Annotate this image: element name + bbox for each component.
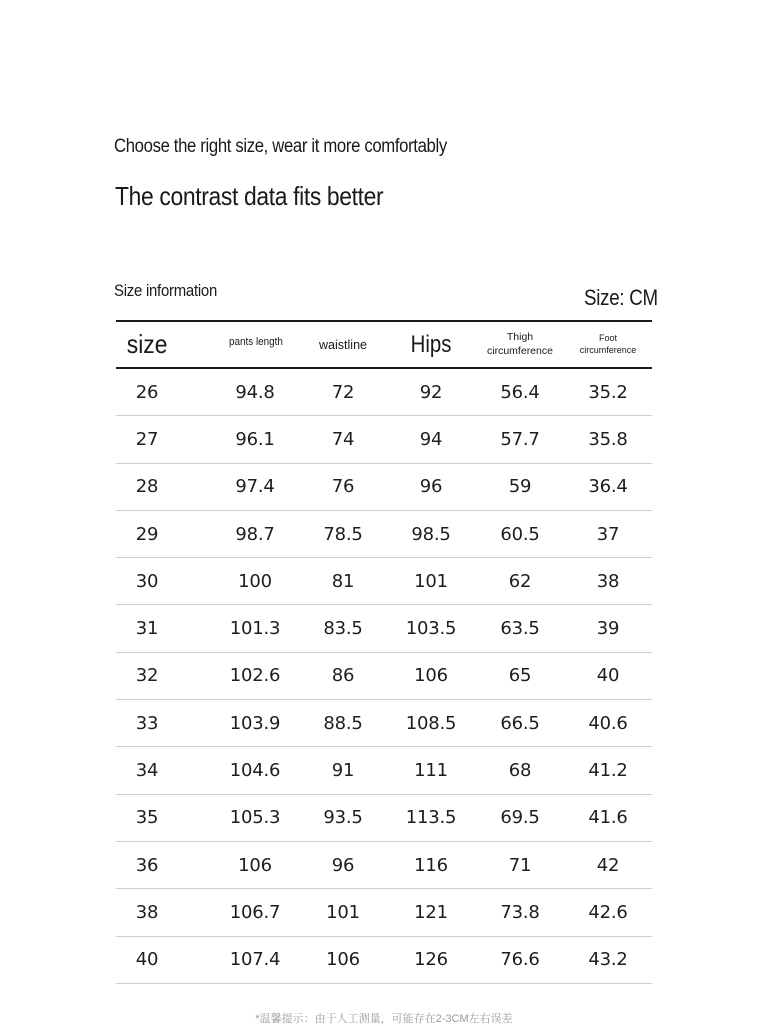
cell-waistline: 101 (326, 901, 360, 923)
cell-size: 32 (135, 665, 159, 687)
cell-foot: 40 (596, 665, 620, 687)
table-body (116, 369, 652, 984)
table-row (116, 558, 652, 605)
cell-waistline: 78.5 (323, 523, 363, 545)
cell-thigh: 62 (508, 570, 532, 592)
cell-pants-length: 98.7 (235, 523, 275, 545)
cell-size: 35 (135, 807, 159, 829)
cell-thigh: 73.8 (500, 901, 540, 923)
table-row (116, 937, 652, 984)
cell-pants-length: 97.4 (235, 476, 275, 498)
cell-pants-length: 106 (238, 854, 272, 876)
table-row (116, 653, 652, 700)
page-headline: The contrast data fits better (115, 181, 384, 211)
cell-thigh: 68 (508, 760, 532, 782)
cell-foot: 41.2 (588, 760, 628, 782)
page-subtitle: Choose the right size, wear it more comfortably (114, 136, 447, 157)
cell-waistline: 88.5 (323, 712, 363, 734)
cell-size: 30 (135, 570, 159, 592)
cell-waistline: 93.5 (323, 807, 363, 829)
cell-waistline: 74 (331, 428, 355, 450)
cell-hips: 116 (414, 854, 448, 876)
cell-size: 40 (135, 949, 159, 971)
size-table (116, 320, 652, 984)
cell-pants-length: 102.6 (229, 665, 281, 687)
cell-hips: 96 (419, 476, 443, 498)
table-row (116, 605, 652, 652)
cell-foot: 41.6 (588, 807, 628, 829)
table-row (116, 795, 652, 842)
cell-foot: 37 (596, 523, 620, 545)
cell-waistline: 86 (331, 665, 355, 687)
cell-foot: 35.8 (588, 428, 628, 450)
cell-foot: 40.6 (588, 712, 628, 734)
cell-thigh: 63.5 (500, 618, 540, 640)
cell-waistline: 83.5 (323, 618, 363, 640)
cell-foot: 38 (596, 570, 620, 592)
cell-thigh: 69.5 (500, 807, 540, 829)
header-waistline: waistline (319, 337, 367, 352)
table-caption: Size information (114, 281, 218, 300)
cell-hips: 94 (419, 428, 443, 450)
cell-thigh: 76.6 (500, 949, 540, 971)
cell-size: 34 (135, 760, 159, 782)
cell-waistline: 91 (331, 760, 355, 782)
header-size: size (126, 329, 168, 360)
cell-thigh: 66.5 (500, 712, 540, 734)
cell-hips: 106 (414, 665, 448, 687)
cell-size: 29 (135, 523, 159, 545)
cell-pants-length: 107.4 (229, 949, 281, 971)
table-row (116, 889, 652, 936)
header-hips: Hips (410, 330, 452, 358)
header-foot-circumference: Foot circumference (579, 333, 637, 355)
cell-hips: 101 (414, 570, 448, 592)
cell-size: 36 (135, 854, 159, 876)
table-row (116, 416, 652, 463)
table-header (116, 320, 652, 369)
cell-pants-length: 106.7 (229, 901, 281, 923)
cell-pants-length: 96.1 (235, 428, 275, 450)
table-row (116, 747, 652, 794)
header-pants-length: pants length (229, 335, 283, 348)
cell-waistline: 81 (331, 570, 355, 592)
cell-hips: 111 (414, 760, 448, 782)
table-row (116, 511, 652, 558)
cell-thigh: 65 (508, 665, 532, 687)
cell-waistline: 106 (326, 949, 360, 971)
cell-hips: 108.5 (405, 712, 457, 734)
table-row (116, 700, 652, 747)
cell-pants-length: 101.3 (229, 618, 281, 640)
cell-foot: 42 (596, 854, 620, 876)
table-row (116, 842, 652, 889)
cell-foot: 39 (596, 618, 620, 640)
cell-pants-length: 94.8 (235, 381, 275, 403)
cell-pants-length: 104.6 (229, 760, 281, 782)
cell-thigh: 56.4 (500, 381, 540, 403)
unit-label: Size: CM (584, 285, 658, 310)
cell-hips: 121 (414, 901, 448, 923)
cell-size: 31 (135, 618, 159, 640)
header-thigh-circumference: Thigh circumference (487, 331, 553, 357)
cell-hips: 98.5 (411, 523, 451, 545)
table-row (116, 464, 652, 511)
cell-hips: 103.5 (405, 618, 457, 640)
cell-size: 26 (135, 381, 159, 403)
cell-foot: 43.2 (588, 949, 628, 971)
cell-waistline: 96 (331, 854, 355, 876)
cell-size: 28 (135, 476, 159, 498)
cell-thigh: 57.7 (500, 428, 540, 450)
cell-size: 38 (135, 901, 159, 923)
cell-thigh: 59 (508, 476, 532, 498)
cell-foot: 35.2 (588, 381, 628, 403)
cell-size: 33 (135, 712, 159, 734)
cell-thigh: 71 (508, 854, 532, 876)
cell-thigh: 60.5 (500, 523, 540, 545)
cell-foot: 36.4 (588, 476, 628, 498)
footnote: *温馨提示：由于人工测量，可能存在2-3CM左右误差 (255, 1013, 513, 1025)
cell-waistline: 76 (331, 476, 355, 498)
table-row (116, 369, 652, 416)
cell-hips: 126 (414, 949, 448, 971)
cell-pants-length: 103.9 (229, 712, 281, 734)
cell-pants-length: 100 (238, 570, 272, 592)
cell-size: 27 (135, 428, 159, 450)
cell-waistline: 72 (331, 381, 355, 403)
cell-pants-length: 105.3 (229, 807, 281, 829)
cell-hips: 92 (419, 381, 443, 403)
cell-hips: 113.5 (405, 807, 457, 829)
cell-foot: 42.6 (588, 901, 628, 923)
